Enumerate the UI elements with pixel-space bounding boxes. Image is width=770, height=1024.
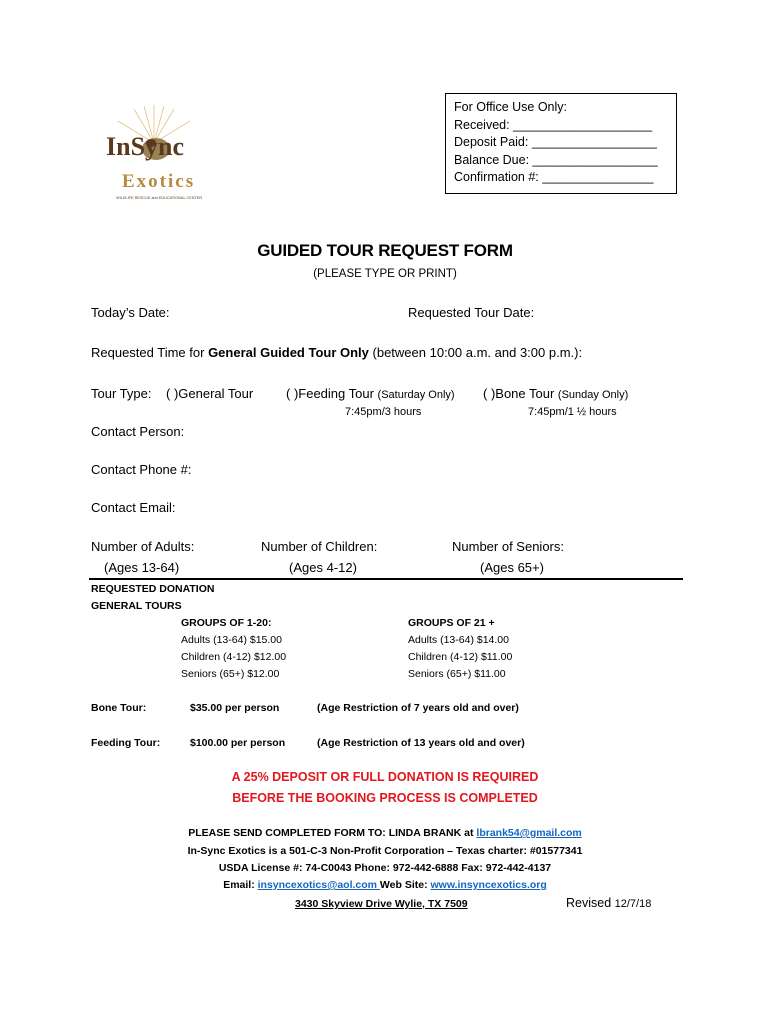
- feeding-tour-label: ( )Feeding Tour: [286, 386, 374, 401]
- bone-tour-restriction: (Age Restriction of 7 years old and over): [317, 702, 519, 714]
- logo-tagline: WILDLIFE RESCUE and EDUCATIONAL CENTER: [116, 196, 203, 200]
- send-form-prefix: PLEASE SEND COMPLETED FORM TO: LINDA BRANK at: [188, 827, 477, 839]
- office-received: Received: ____________________: [454, 117, 653, 132]
- group-small-seniors: Seniors (65+) $12.00: [181, 668, 280, 680]
- requested-tour-date-label: Requested Tour Date:: [408, 305, 535, 320]
- group-small-children: Children (4-12) $12.00: [181, 651, 287, 663]
- donation-heading: REQUESTED DONATION: [91, 583, 215, 595]
- address: 3430 Skyview Drive Wylie, TX 7509: [295, 898, 468, 910]
- website-label: Web Site:: [379, 879, 431, 891]
- send-form-line: [0, 827, 770, 839]
- num-children-label: Number of Children:: [261, 539, 378, 554]
- bone-tour-option[interactable]: [483, 386, 628, 401]
- general-tour-option[interactable]: ( )General Tour: [166, 386, 254, 401]
- contact-phone-label: Contact Phone #:: [91, 462, 192, 477]
- requested-time-bold: General Guided Tour Only: [208, 345, 369, 360]
- logo-line2: Exotics: [122, 171, 196, 192]
- office-deposit-paid: Deposit Paid: __________________: [454, 135, 657, 149]
- requested-time-suffix: (between 10:00 a.m. and 3:00 p.m.):: [368, 345, 583, 360]
- general-tours-heading: GENERAL TOURS: [91, 600, 182, 612]
- office-confirmation: Confirmation #: ________________: [454, 170, 654, 184]
- nonprofit-line: In-Sync Exotics is a 501-C-3 Non-Profit Corporation – Texas charter: #01577341: [187, 845, 583, 857]
- tour-type-label: Tour Type:: [91, 386, 152, 401]
- feeding-tour-restriction: (Age Restriction of 13 years old and over): [317, 737, 525, 749]
- insync-exotics-logo: [104, 103, 236, 203]
- contact-email-label: Contact Email:: [91, 500, 176, 515]
- website-link[interactable]: www.insyncexotics.org: [430, 879, 547, 891]
- form-title: GUIDED TOUR REQUEST FORM: [257, 241, 513, 260]
- group-large-seniors: Seniors (65+) $11.00: [408, 668, 506, 680]
- bone-tour-note: (Sunday Only): [557, 389, 629, 401]
- office-heading: For Office Use Only:: [454, 100, 567, 114]
- bone-tour-label: ( )Bone Tour: [483, 386, 555, 401]
- group-small-heading: GROUPS OF 1-20:: [181, 617, 272, 629]
- form-subtitle: (PLEASE TYPE OR PRINT): [313, 268, 457, 280]
- feeding-tour-time: 7:45pm/3 hours: [345, 406, 422, 418]
- adults-ages: (Ages 13-64): [104, 560, 180, 575]
- children-ages: (Ages 4-12): [289, 560, 357, 575]
- group-large-children: Children (4-12) $11.00: [408, 651, 513, 663]
- deposit-notice-line1: A 25% DEPOSIT OR FULL DONATION IS REQUIRED: [231, 770, 539, 784]
- group-large-heading: GROUPS OF 21 +: [408, 617, 495, 629]
- email-label: Email:: [223, 879, 258, 891]
- office-use-box: [445, 93, 677, 194]
- section-divider: [89, 578, 683, 580]
- feeding-tour-price: $100.00 per person: [190, 737, 286, 749]
- contact-person-label: Contact Person:: [91, 424, 185, 439]
- office-balance-due: Balance Due: __________________: [454, 152, 658, 167]
- requested-time-prefix: Requested Time for: [91, 345, 209, 360]
- feeding-tour-note: (Saturday Only): [377, 389, 455, 401]
- send-email-link[interactable]: lbrank54@gmail.com: [476, 827, 582, 839]
- revised-date: 12/7/18: [614, 898, 652, 910]
- num-seniors-label: Number of Seniors:: [452, 539, 564, 554]
- logo-line1: InSync: [106, 132, 185, 161]
- feeding-tour-option[interactable]: [286, 386, 455, 401]
- todays-date-label: Today’s Date:: [91, 305, 170, 320]
- bone-tour-price: $35.00 per person: [190, 702, 280, 714]
- license-line: USDA License #: 74-C0043 Phone: 972-442-6888 Fax: 972-442-4137: [218, 862, 552, 874]
- contact-links-line: [0, 879, 770, 891]
- bone-tour-time: 7:45pm/1 ½ hours: [528, 406, 617, 418]
- requested-time-line: [91, 345, 582, 360]
- revised-label: Revised: [566, 896, 615, 910]
- num-adults-label: Number of Adults:: [91, 539, 195, 554]
- revised-note: [566, 896, 651, 910]
- feeding-tour-price-label: Feeding Tour:: [91, 737, 161, 749]
- seniors-ages: (Ages 65+): [480, 560, 544, 575]
- deposit-notice-line2: BEFORE THE BOOKING PROCESS IS COMPLETED: [232, 791, 538, 805]
- group-large-adults: Adults (13-64) $14.00: [408, 634, 509, 646]
- group-small-adults: Adults (13-64) $15.00: [181, 634, 282, 646]
- bone-tour-price-label: Bone Tour:: [91, 702, 147, 714]
- email-link[interactable]: insyncexotics@aol.com: [257, 879, 380, 891]
